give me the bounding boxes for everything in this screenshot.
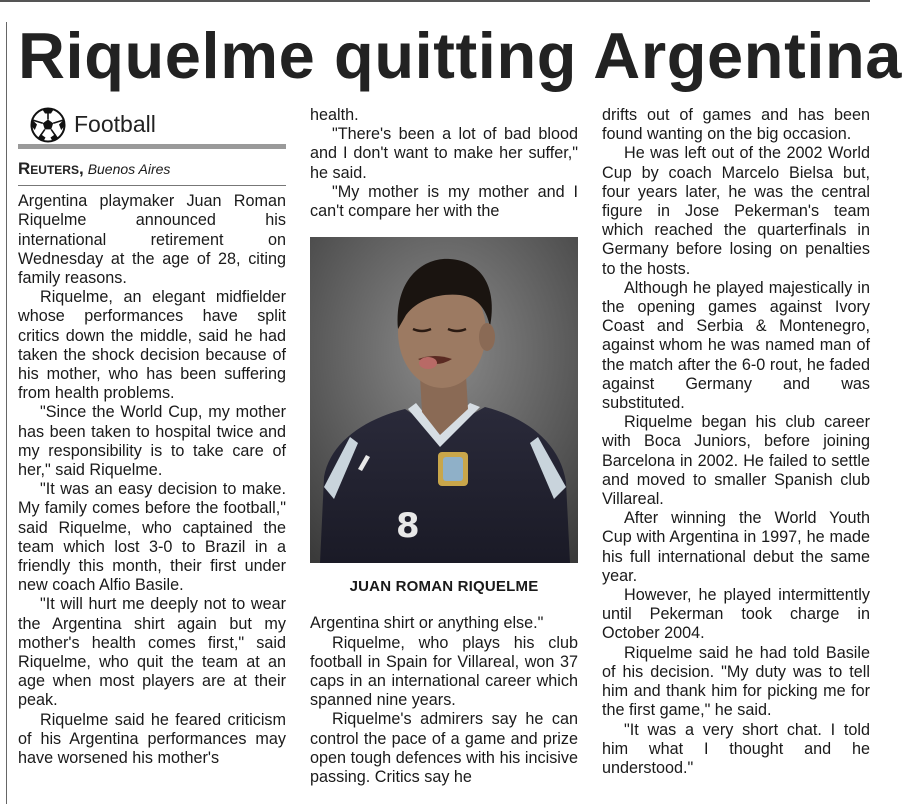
paragraph: After winning the World Youth Cup with Argentina in 1997, he made his full international debut the same year.	[602, 509, 870, 585]
paragraph: Riquelme said he feared criticism of his Argentina performances may have worsened his mother's	[18, 710, 286, 768]
column-3	[602, 106, 870, 778]
paragraph: "My mother is my mother and I can't compare her with the	[310, 182, 578, 221]
paragraph: Riquelme's admirers say he can control the pace of a game and prize open tough defences with his incisive passing. Critics say he	[310, 710, 578, 787]
paragraph: health.	[310, 106, 359, 124]
section-label: Football	[74, 111, 156, 138]
column-1	[18, 106, 286, 768]
paragraph: "It was an easy decision to make. My family comes before the football," said Riquelme, who captained the team which lost 3-0 to Brazil in a friendly this month, their first under new coach Alfio Basile.	[18, 480, 286, 595]
svg-text:8: 8	[396, 506, 420, 547]
photo-caption: JUAN ROMAN RIQUELME	[349, 578, 539, 596]
paragraph: He was left out of the 2002 World Cup by coach Marcelo Bielsa but, four years later, he was the central figure in Jose Pekerman's team which reached the quarterfinals in Germany before losing on penalties to the hosts.	[602, 144, 870, 278]
paragraph: Argentina playmaker Juan Roman Riquelme announced his international retirement on Wednesday at the age of 28, citing family reasons.	[18, 192, 286, 288]
paragraph: Argentina shirt or anything else."	[310, 614, 544, 633]
agency-name: Reuters,	[18, 159, 84, 178]
paragraph: However, he played intermittently until Pekerman took charge in October 2004.	[602, 586, 870, 643]
paragraph: Riquelme, who plays his club football in Spain for Villareal, won 37 caps in an international career which spanned nine years.	[310, 633, 578, 710]
paragraph: Riquelme began his club career with Boca Juniors, before joining Barcelona in 2002. He failed to settle and moved to smaller Spanish club Villareal.	[602, 413, 870, 509]
paragraph: "It was a very short chat. I told him what I thought and he understood."	[602, 720, 870, 777]
headline: Riquelme quitting Argentina	[18, 19, 902, 92]
top-rule	[0, 0, 870, 2]
dateline: Buenos Aires	[87, 161, 171, 177]
paragraph: "Since the World Cup, my mother has been taken to hospital twice and my responsibility is to take care of her," said Riquelme.	[18, 403, 286, 480]
paragraph: Riquelme said he had told Basile of his decision. "My duty was to tell him and thank him for picking me for the first game," he said.	[602, 643, 870, 720]
paragraph: "There's been a lot of bad blood and I don't want to make her suffer," he said.	[310, 125, 578, 182]
player-photo	[310, 237, 578, 563]
paragraph: drifts out of games and has been found wanting on the big occasion.	[602, 106, 870, 144]
paragraph: Although he played majestically in the opening games against Ivory Coast and Serbia & Montenegro, against whom he was named man of the match after the 6-0 rout, he faded against Germany and was substituted.	[602, 278, 870, 413]
paragraph: Riquelme, an elegant midfielder whose performances have split critics down the middle, said he had taken the shock decision because of his mother, who has been suffering from health problems.	[18, 288, 286, 403]
column-2	[310, 106, 578, 787]
byline	[18, 159, 286, 186]
football-ball-icon	[30, 107, 66, 143]
section-tag	[18, 106, 286, 149]
left-rule	[6, 22, 7, 804]
paragraph: "It will hurt me deeply not to wear the Argentina shirt again but my mother's health comes first," said Riquelme, who quit the team at an age when most players are at their peak.	[18, 595, 286, 710]
